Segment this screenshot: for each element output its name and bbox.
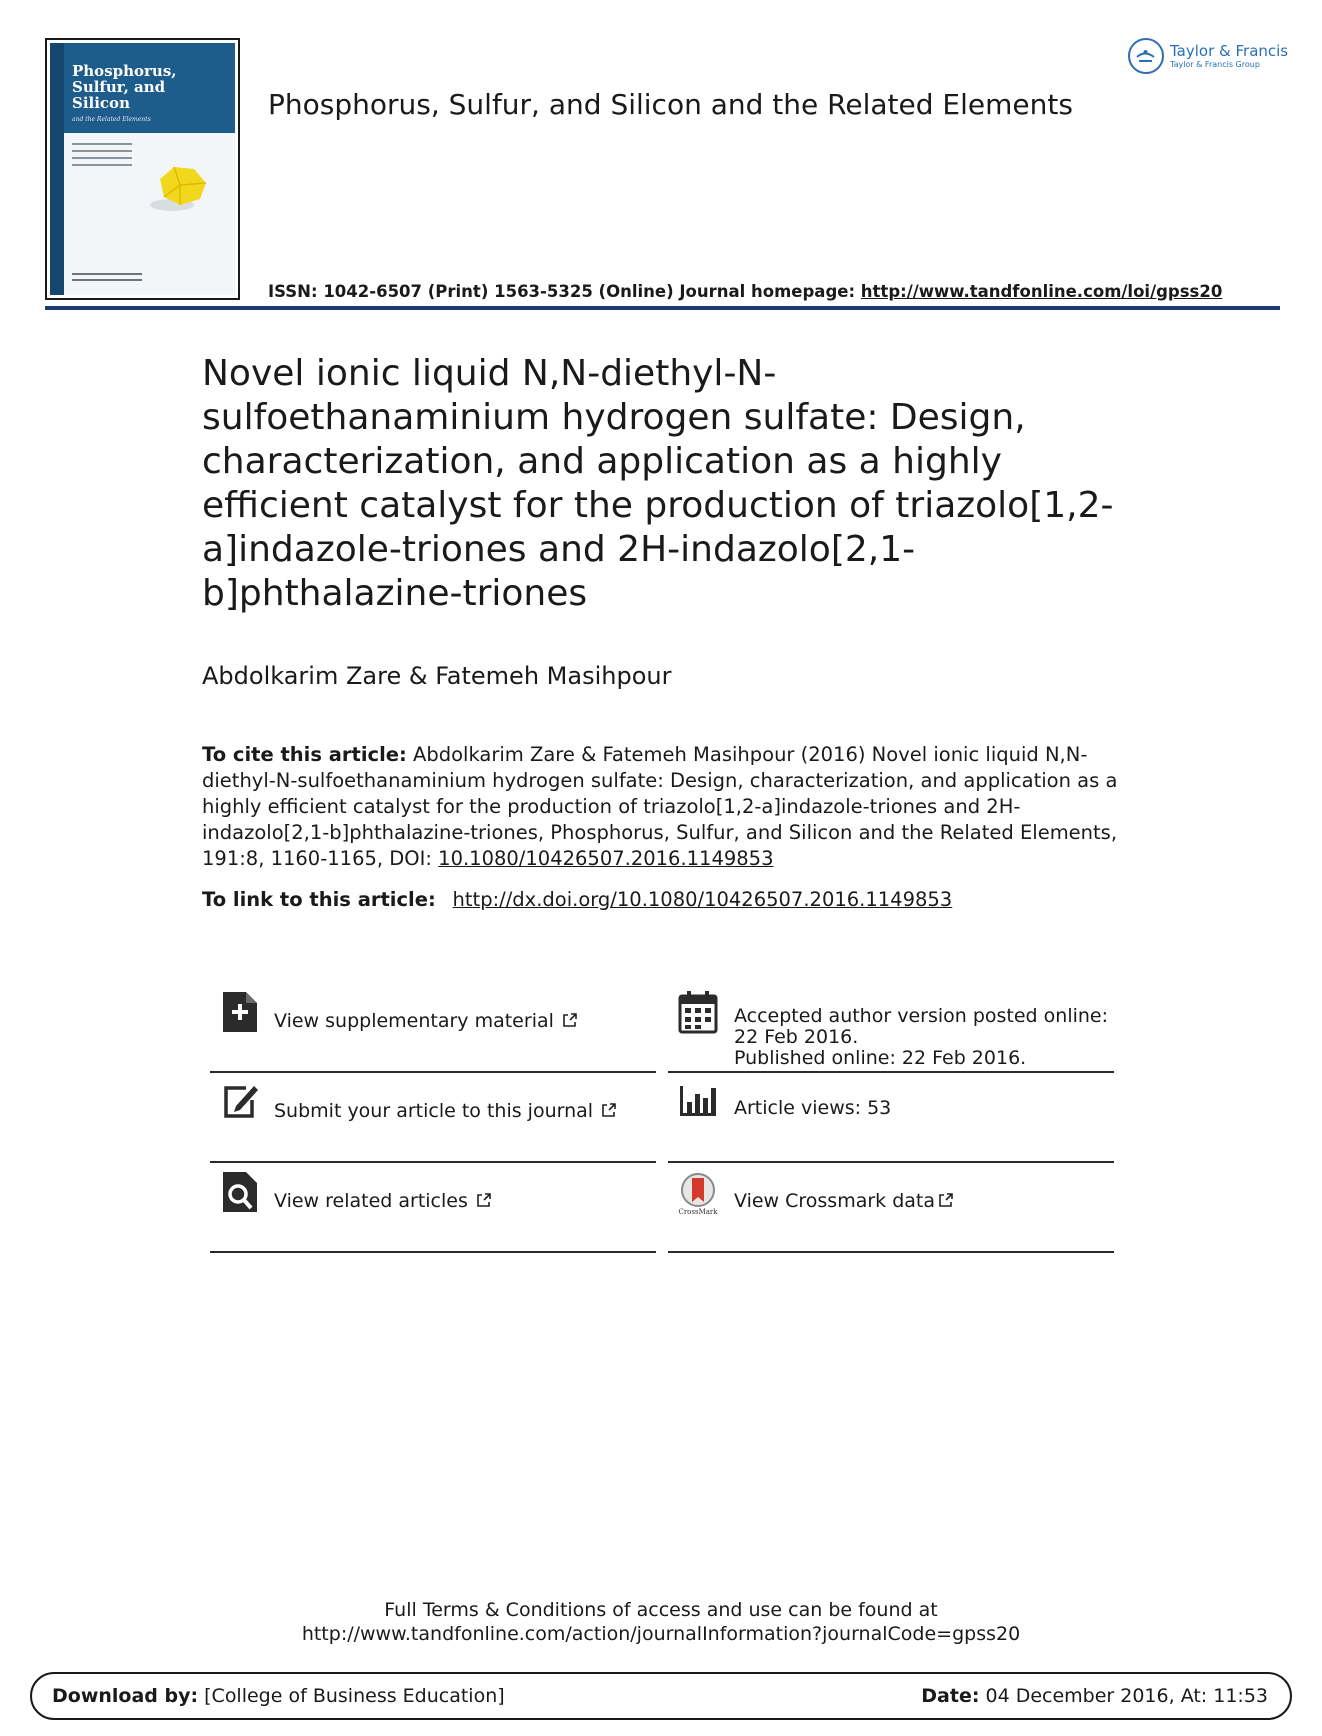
article-views — [668, 1080, 1114, 1160]
article-authors: Abdolkarim Zare & Fatemeh Masihpour — [202, 662, 672, 690]
header-divider — [45, 306, 1280, 310]
issn-text: ISSN: 1042-6507 (Print) 1563-5325 (Online) Journal homepage: — [268, 282, 861, 301]
article-title: Novel ionic liquid N,N-diethyl-N-sulfoethanaminium hydrogen sulfate: Design, characterization, and application as a highly efficient catalyst for the production of triazolo[1,2-a]indazole-triones and 2H-indazolo[2,1-b]phthalazine-triones — [202, 353, 1114, 614]
grid-divider — [210, 1071, 656, 1073]
link-label: To link to this article: — [202, 888, 443, 911]
accepted-date: Accepted author version posted online: 22 Feb 2016. — [734, 1005, 1109, 1048]
crossmark-icon — [678, 1172, 718, 1216]
related-articles-link[interactable] — [210, 1170, 655, 1250]
grid-divider — [210, 1251, 656, 1253]
download-by — [52, 1685, 505, 1707]
external-link-icon — [938, 1192, 954, 1208]
published-date: Published online: 22 Feb 2016. — [734, 1047, 1027, 1069]
terms-notice — [0, 1598, 1322, 1646]
issn-line — [268, 282, 1222, 301]
views-label: Article views: 53 — [734, 1097, 892, 1119]
crossmark-logo-text: CrossMark — [678, 1208, 718, 1216]
journal-cover-image — [45, 38, 240, 300]
search-document-icon — [220, 1170, 260, 1214]
taylor-francis-logo[interactable] — [1128, 38, 1293, 78]
file-plus-icon — [220, 990, 260, 1034]
journal-title: Phosphorus, Sulfur, and Silicon and the Related Elements — [268, 88, 1073, 121]
cover-text-lines — [72, 143, 132, 171]
external-link-icon — [601, 1102, 617, 1118]
journal-homepage-link[interactable]: http://www.tandfonline.com/loi/gpss20 — [860, 282, 1223, 301]
related-label: View related articles — [274, 1190, 468, 1212]
article-link-line — [202, 888, 952, 911]
external-link-icon — [476, 1192, 492, 1208]
grid-divider — [210, 1161, 656, 1163]
cite-text: Abdolkarim Zare & Fatemeh Masihpour (2016) Novel ionic liquid N,N-diethyl-N-sulfoethanaminium hydrogen sulfate: Design, characterization, and application as a highly efficient catalyst for the production of triazolo[1,2-a]indazole-triones and 2H-indazolo[2,1-b]phthalazine-triones, Phosphorus, Sulfur, and Silicon and the Related Elements, 191:8, 1160-1165, DOI: — [202, 743, 1118, 870]
grid-divider — [668, 1251, 1114, 1253]
supplementary-material-link[interactable] — [210, 990, 655, 1070]
cover-editor-lines — [72, 273, 142, 285]
edit-icon — [220, 1080, 260, 1124]
download-date — [921, 1685, 1268, 1707]
cover-title: Phosphorus, Sulfur, and Silicon — [72, 62, 177, 112]
cite-label: To cite this article: — [202, 743, 407, 766]
publisher-group: Taylor & Francis Group — [1170, 60, 1260, 69]
bar-chart-icon — [678, 1080, 718, 1124]
publisher-name: Taylor & Francis — [1170, 42, 1289, 60]
supplementary-label: View supplementary material — [274, 1010, 554, 1032]
publication-dates — [668, 990, 1114, 1070]
download-label: Download by: — [52, 1685, 199, 1707]
download-info-bar — [30, 1672, 1292, 1720]
submit-article-link[interactable] — [210, 1080, 655, 1160]
crossmark-link[interactable] — [668, 1170, 1114, 1250]
crossmark-label: View Crossmark data — [734, 1190, 936, 1212]
cover-subtitle: and the Related Elements — [72, 116, 151, 123]
terms-url[interactable]: http://www.tandfonline.com/action/journalInformation?journalCode=gpss20 — [301, 1623, 1021, 1645]
publisher-logo-icon — [1128, 38, 1164, 74]
citation-block — [202, 742, 1122, 872]
date-value: 04 December 2016, At: 11:53 — [979, 1685, 1268, 1707]
crystal-icon — [150, 161, 210, 213]
grid-divider — [668, 1071, 1114, 1073]
date-label: Date: — [921, 1685, 980, 1707]
external-link-icon — [562, 1012, 578, 1028]
terms-line-1: Full Terms & Conditions of access and use can be found at — [384, 1599, 938, 1621]
cite-doi-link[interactable]: 10.1080/10426507.2016.1149853 — [438, 847, 774, 870]
calendar-icon — [678, 990, 718, 1034]
download-value: [College of Business Education] — [198, 1685, 505, 1707]
article-doi-url[interactable]: http://dx.doi.org/10.1080/10426507.2016.1149853 — [452, 888, 953, 911]
submit-label: Submit your article to this journal — [274, 1100, 594, 1122]
grid-divider — [668, 1161, 1114, 1163]
